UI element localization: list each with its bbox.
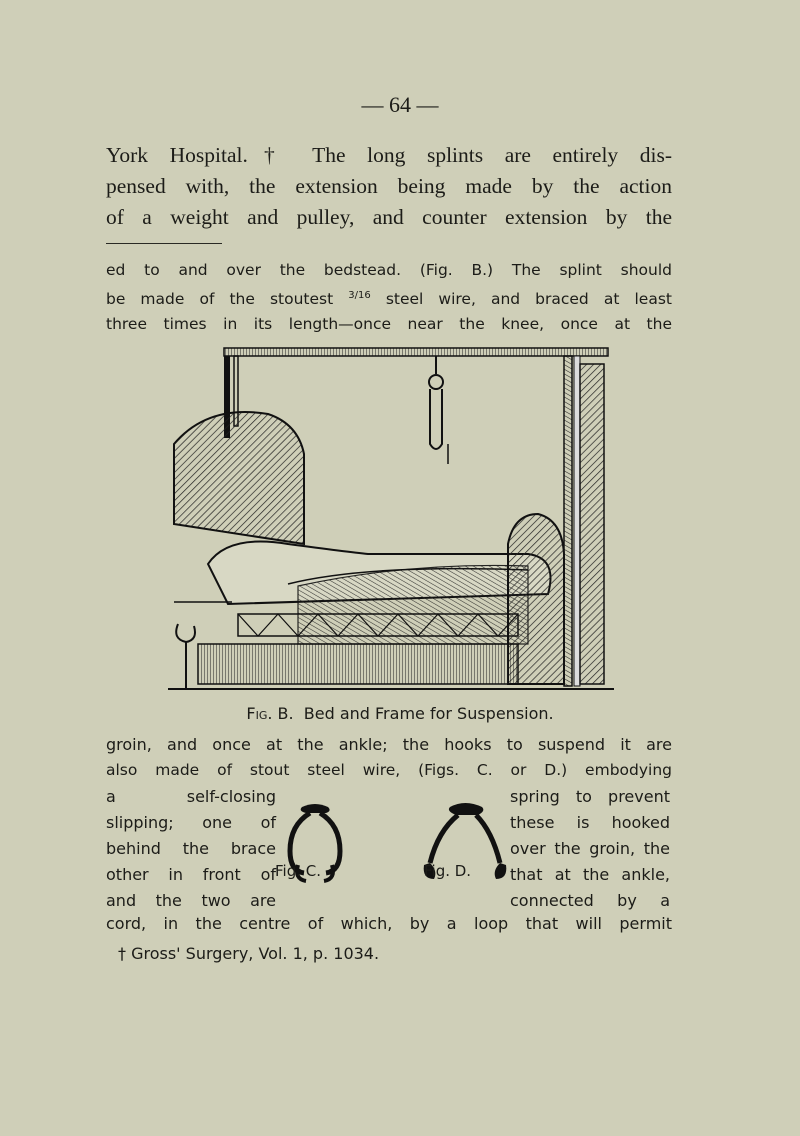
body-line: York Hospital.† The long splints are entirely dis- <box>106 143 672 167</box>
continued-line: also made of stout steel wire, (Figs. C. or D.) embodying <box>106 761 672 779</box>
page-number: — 64 — <box>361 92 439 117</box>
wrap-line: spring to prevent <box>510 787 670 806</box>
wrap-line: and the two are <box>106 891 276 910</box>
figure-b-illustration <box>168 344 614 694</box>
wrap-column-left <box>106 784 276 914</box>
wrap-line: a self-closing <box>106 787 276 806</box>
bottom-footnote: † Gross' Surgery, Vol. 1, p. 1034. <box>118 944 380 963</box>
footnote-line: three times in its length—once near the knee, once at the <box>106 315 672 334</box>
wrap-line: connected by a <box>510 891 670 910</box>
footnote-line: be made of the stoutest $^{3/16}$ steel wire, and braced at least <box>106 290 672 309</box>
fraction: 3/16 <box>348 290 371 301</box>
wrap-line: that at the ankle, <box>510 865 670 884</box>
figure-caption <box>0 704 800 723</box>
wrap-line: other in front of <box>106 865 276 884</box>
continued-line: groin, and once at the ankle; the hooks to suspend it are <box>106 735 672 754</box>
footnote-paragraph <box>106 258 672 337</box>
body-line: pensed with, the extension being made by the action <box>106 174 672 198</box>
wrap-line: over the groin, the <box>510 839 670 858</box>
body-paragraph <box>106 140 672 233</box>
body-line: of a weight and pulley, and counter extension by the <box>106 205 672 229</box>
wrap-line: behind the brace <box>106 839 276 858</box>
figure-label: Fig. B. <box>246 704 294 723</box>
figure-caption-text: Bed and Frame for Suspension. <box>303 704 554 723</box>
continued-paragraph <box>106 732 672 758</box>
footnote-rule <box>106 243 222 244</box>
continued-paragraph <box>106 758 672 783</box>
bed-frame-drawing <box>168 344 614 694</box>
wrap-line: these is hooked <box>510 813 670 832</box>
figure-d-label: Fig. D. <box>424 862 472 880</box>
continued-line: cord, in the centre of which, by a loop that will permit <box>106 914 672 933</box>
wrap-column-right <box>510 784 670 914</box>
figure-c-label: Fig. C. <box>275 862 322 880</box>
wrap-line: slipping; one of <box>106 813 276 832</box>
footnote-line: ed to and over the bedstead. (Fig. B.) The splint should <box>106 261 672 279</box>
